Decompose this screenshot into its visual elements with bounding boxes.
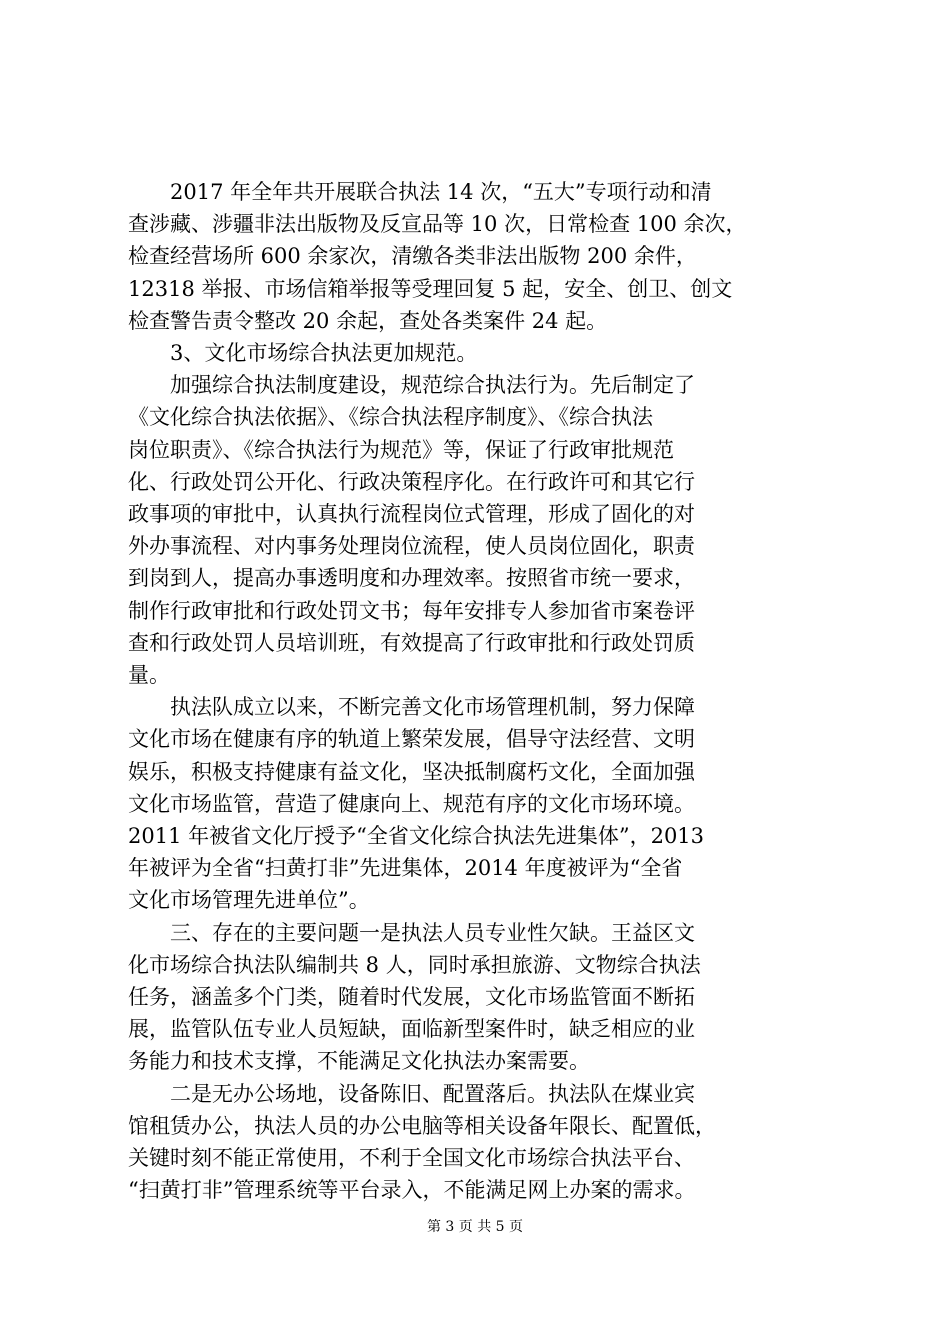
text-line: “扫黄打非”管理系统等平台录入，不能满足网上办案的需求。 xyxy=(128,1178,696,1203)
text-line: 文化市场管理先进单位”。 xyxy=(128,888,370,913)
text-line: 12318 举报、市场信箱举报等受理回复 5 起，安全、创卫、创文 xyxy=(128,276,733,301)
text-line: 化市场综合执法队编制共 8 人，同时承担旅游、文物综合执法 xyxy=(128,952,701,977)
text-line: 量。 xyxy=(128,663,170,688)
text-line: 查涉藏、涉疆非法出版物及反宣品等 10 次，日常检查 100 余次， xyxy=(128,212,747,237)
text-line: 二是无办公场地，设备陈旧、配置落后。执法队在煤业宾 xyxy=(128,1081,695,1106)
text-line: 《文化综合执法依据》、《综合执法程序制度》、《综合执法 xyxy=(128,405,653,430)
text-line: 岗位职责》、《综合执法行为规范》等，保证了行政审批规范 xyxy=(128,437,674,462)
text-line: 娱乐，积极支持健康有益文化，坚决抵制腐朽文化，全面加强 xyxy=(128,759,695,784)
text-line: 2017 年全年共开展联合执法 14 次，“五大”专项行动和清 xyxy=(128,180,712,204)
text-line: 文化市场监管，营造了健康向上、规范有序的文化市场环境。 xyxy=(128,791,695,816)
text-line: 外办事流程、对内事务处理岗位流程，使人员岗位固化，职责 xyxy=(128,534,695,559)
text-line: 检查警告责令整改 20 余起，查处各类案件 24 起。 xyxy=(128,308,608,333)
text-line: 文化市场在健康有序的轨道上繁荣发展，倡导守法经营、文明 xyxy=(128,727,695,752)
text-line: 制作行政审批和行政处罚文书；每年安排专人参加省市案卷评 xyxy=(128,598,695,623)
page-footer xyxy=(0,1218,950,1236)
text-line: 政事项的审批中，认真执行流程岗位式管理，形成了固化的对 xyxy=(128,502,695,527)
text-line: 任务，涵盖多个门类，随着时代发展，文化市场监管面不断拓 xyxy=(128,985,695,1010)
text-line: 2011 年被省文化厅授予“全省文化综合执法先进集体”，2013 xyxy=(128,824,705,849)
text-line: 馆租赁办公，执法人员的办公电脑等相关设备年限长、配置低， xyxy=(128,1113,716,1138)
text-line: 务能力和技术支撑，不能满足文化执法办案需要。 xyxy=(128,1049,590,1074)
text-line: 三、存在的主要问题一是执法人员专业性欠缺。王益区文 xyxy=(128,920,695,945)
text-line: 执法队成立以来，不断完善文化市场管理机制，努力保障 xyxy=(128,695,695,720)
section-heading: 3、文化市场综合执法更加规范。 xyxy=(128,341,478,366)
text-line: 关键时刻不能正常使用，不利于全国文化市场综合执法平台、 xyxy=(128,1146,695,1171)
page-number-label: 第 3 页 共 5 页 xyxy=(426,1219,524,1235)
text-line: 到岗到人，提高办事透明度和办理效率。按照省市统一要求， xyxy=(128,566,695,591)
body-text xyxy=(128,176,828,1207)
text-line: 加强综合执法制度建设，规范综合执法行为。先后制定了 xyxy=(128,373,695,398)
text-line: 展，监管队伍专业人员短缺，面临新型案件时，缺乏相应的业 xyxy=(128,1017,695,1042)
text-line: 年被评为全省“扫黄打非”先进集体，2014 年度被评为“全省 xyxy=(128,856,683,881)
text-line: 检查经营场所 600 余家次，清缴各类非法出版物 200 余件， xyxy=(128,244,697,269)
text-line: 查和行政处罚人员培训班，有效提高了行政审批和行政处罚质 xyxy=(128,630,695,655)
text-line: 化、行政处罚公开化、行政决策程序化。在行政许可和其它行 xyxy=(128,469,695,494)
